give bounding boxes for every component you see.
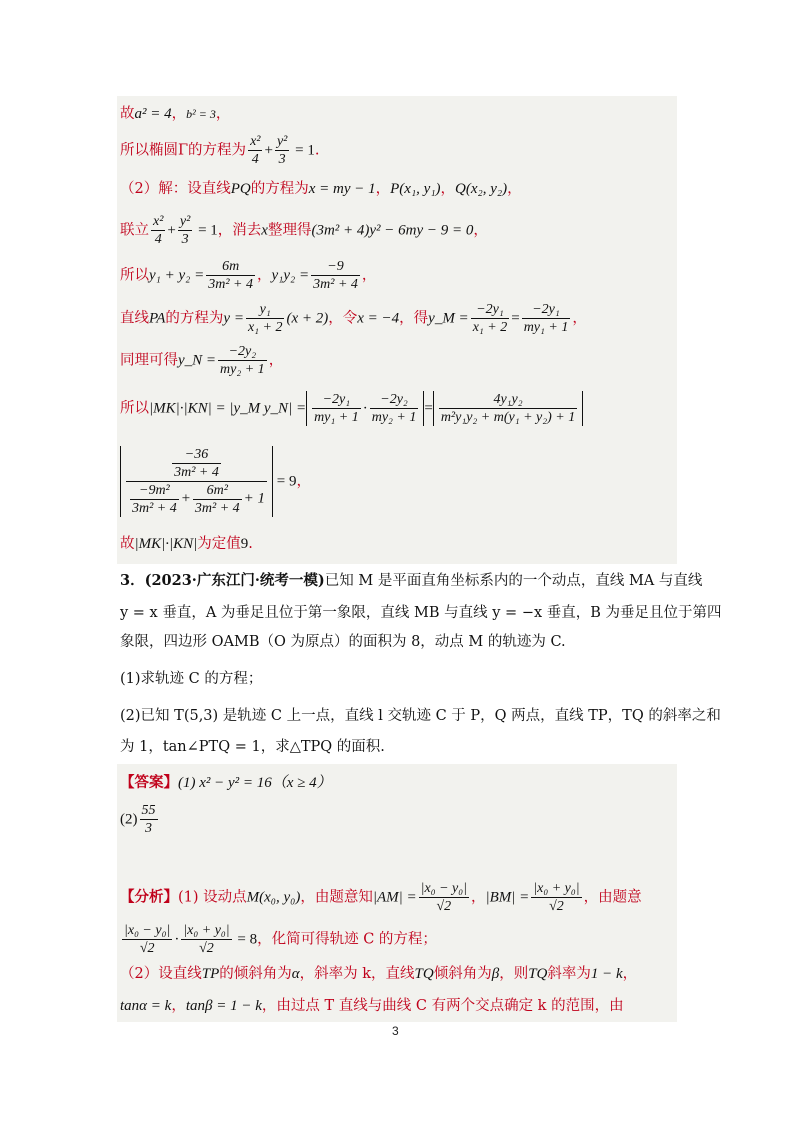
question3-line-1: 3．(2023·广东江门·统考一模)已知 M 是平面直角坐标系内的一个动点，直线 MA 与直线 — [120, 572, 703, 589]
part2-line-3: 所以y₁ + y₂ = $\frac{6m}{\text{3m² + 4}}$ ，y₁y₂ = $\frac{-9}{\text{3m² + 4}}$ ， — [120, 259, 377, 292]
question3-line-3: 象限，四边形 OAMB（O 为原点）的面积为 8，动点 M 的轨迹为 C. — [120, 634, 566, 650]
part2-line-5: 同理可得y_N = $\frac{\text{−2y₂}}{\text{my₂ + 1}}$ ， — [120, 344, 284, 377]
question3-line-6: 为 1，tan∠PTQ = 1，求△TPQ 的面积. — [120, 739, 385, 755]
analysis-line-3: （2）设直线TP的倾斜角为α，斜率为 k，直线TQ倾斜角为β，则TQ斜率为1 − k， — [120, 966, 638, 982]
question3-line-5: (2)已知 T(5,3) 是轨迹 C 上一点，直线 l 交轨迹 C 于 P，Q 两点，直线 TP，TQ 的斜率之和 — [120, 708, 721, 724]
answer-line-2: (2) $\frac{55}{3}$ — [120, 803, 156, 836]
question3-line-2: y = x 垂直，A 为垂足且位于第一象限，直线 MB 与直线 y = −x 垂直，B 为垂足且位于第四 — [120, 605, 722, 621]
analysis-line-1: 【分析】(1) 设动点M(x₀, y₀)，由题意知|AM| = $\frac{\text{|x₀ − y₀|}}{√2}$ ，|BM| = $\frac{\text{|x₀ + y₀|}}{√2}$ ，由题意 — [120, 881, 642, 914]
solution-line-2: 所以椭圆Γ的方程为 $\frac{\text{x²}}{4}$ + $\frac{\text{y²}}{3}$ = 1. — [120, 134, 320, 167]
part2-line-2: 联立 $\frac{\text{x²}}{4}$ + $\frac{\text{y²}}{3}$ = 1，消去x整理得(3m² + 4)y² − 6my − 9 = 0， — [120, 214, 488, 247]
analysis-line-4: tanα = k，tanβ = 1 − k，由过点 T 直线与曲线 C 有两个交点确定 k 的范围，由 — [120, 998, 624, 1014]
part2-line-1: （2）解：设直线PQ的方程为x = my − 1，P(x₁, y₁)，Q(x₂, y₂)， — [120, 181, 522, 197]
answer-line-1: 【答案】(1) x² − y² = 16（x ≥ 4） — [120, 774, 332, 791]
analysis-line-2: $\frac{\text{|x₀ − y₀|}}{√2}$ · $\frac{\text{|x₀ + y₀|}}{√2}$ = 8，化简可得轨迹 C 的方程； — [124, 923, 437, 956]
page-number: 3 — [392, 1024, 399, 1038]
question3-line-4: (1)求轨迹 C 的方程； — [120, 671, 263, 687]
part2-line-8: 故|MK|·|KN|为定值9. — [120, 536, 253, 552]
part2-line-7: $\frac{-36}{\text{3m² + 4}}$ $\frac{\text{−9m²}}{\text{3m² + 4}}$ + $\frac{\text{6m²}}{\text{3m² + 4}}$ + 1 = 9， — [120, 446, 311, 517]
part2-line-6: 所以|MK|·|KN| = |y_M y_N| = $\frac{\text{−2y₁}}{\text{my₁ + 1}}$ · $\frac{\text{−2y₂}}{\text{my₂ + 1}}$ = $\frac{\text{4y₁y₂}}{\text{m²y₁y₂ + m(y₁ + y₂) + 1}}$ — [120, 391, 583, 426]
solution-line-1: 故a² = 4，b² = 3， — [120, 106, 231, 122]
part2-line-4: 直线PA的方程为y = $\frac{\text{y₁}}{\text{x₁ + 2}}$ (x + 2)，令x = −4，得y_M = $\frac{\text{−2y₁}}{\text{x₁ + 2}}$ = $\frac{\text{−2y₁}}{\text{my₁ + 1}}$ ， — [120, 302, 587, 335]
